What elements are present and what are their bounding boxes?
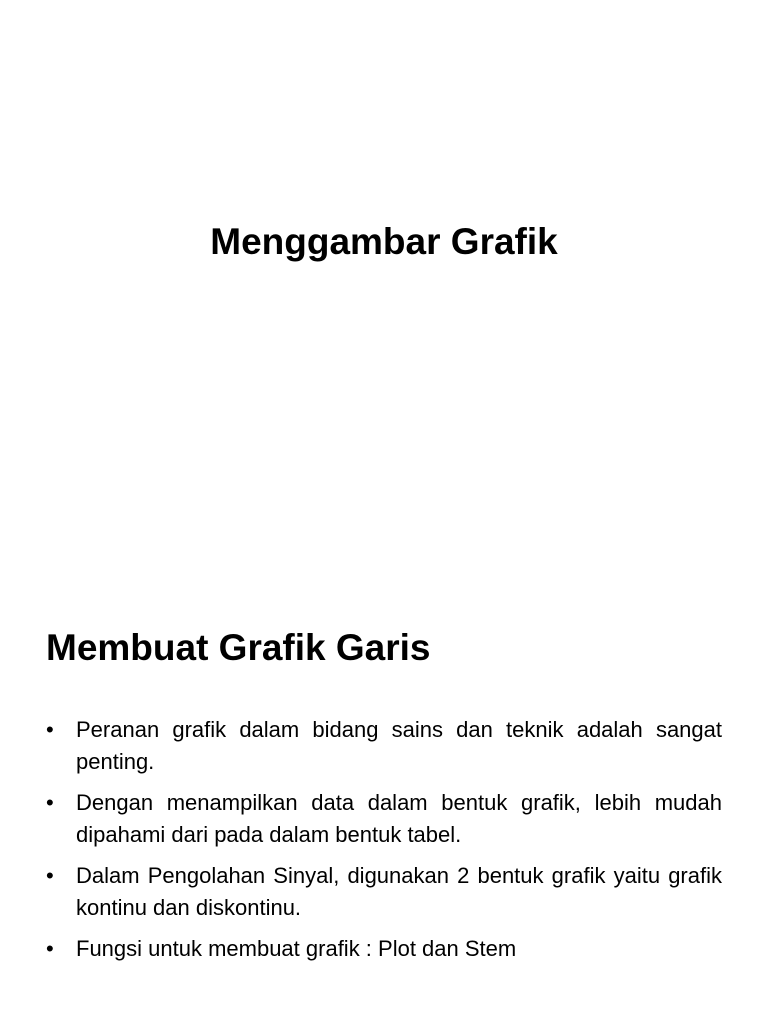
bullet-icon: •: [46, 863, 54, 888]
list-item: [46, 714, 722, 778]
list-item: [46, 933, 722, 965]
section-title: Membuat Grafik Garis: [46, 627, 431, 668]
list-item: [46, 787, 722, 851]
page-title: Menggambar Grafik: [210, 221, 558, 262]
bullet-text: Fungsi untuk membuat grafik : Plot dan Stem: [76, 936, 517, 961]
bullet-icon: •: [46, 936, 54, 961]
bullet-icon: •: [46, 790, 54, 815]
bullet-text: Dengan menampilkan data dalam bentuk grafik, lebih mudah dipahami dari pada dalam bentuk tabel.: [76, 790, 722, 847]
bullet-text: Peranan grafik dalam bidang sains dan teknik adalah sangat penting.: [76, 717, 722, 774]
list-item: [46, 860, 722, 924]
bullet-text: Dalam Pengolahan Sinyal, digunakan 2 bentuk grafik yaitu grafik kontinu dan diskontinu.: [76, 863, 722, 920]
bullet-list: [46, 714, 722, 974]
bullet-icon: •: [46, 717, 54, 742]
content-slide: [0, 512, 768, 1024]
